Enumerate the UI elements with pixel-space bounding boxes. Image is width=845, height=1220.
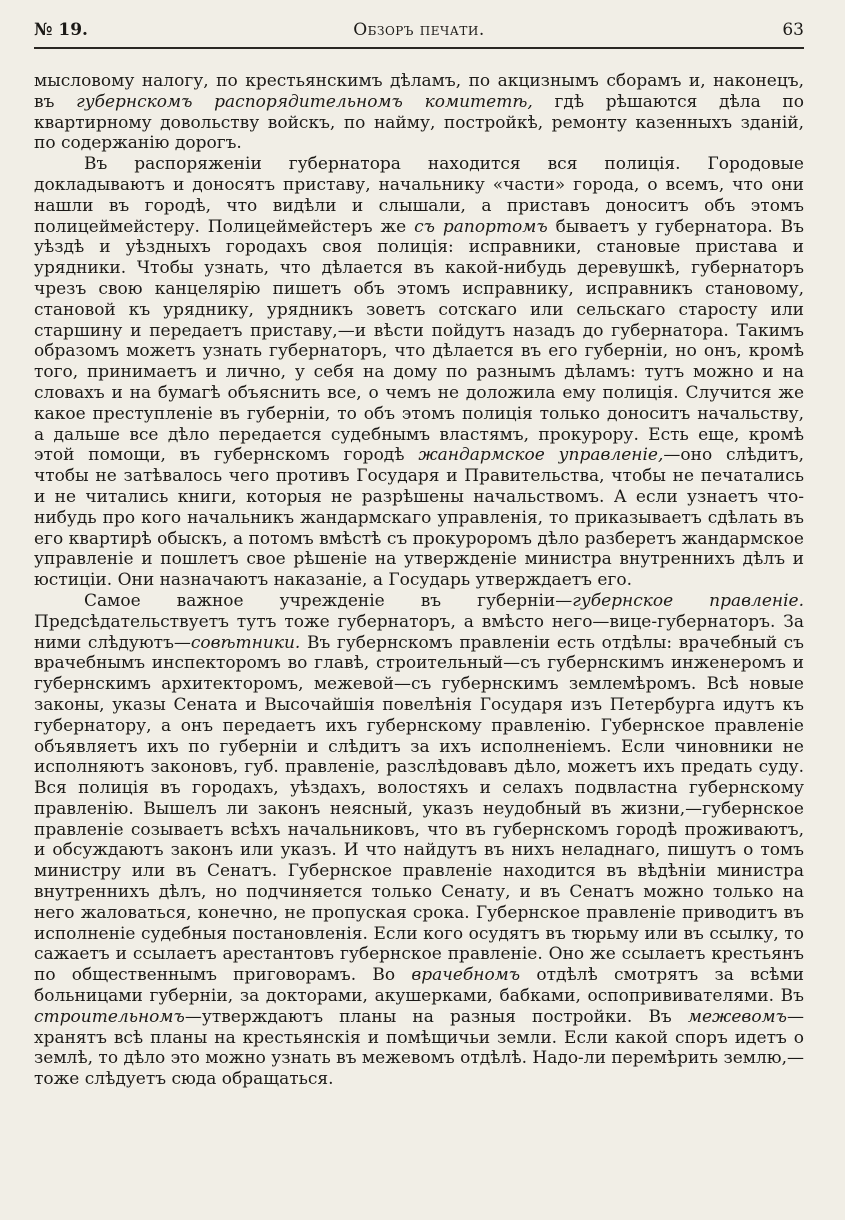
issue-number: № 19. [34,20,88,40]
emphasis-text: губернское правленіе. [572,590,804,611]
text-run: —хранятъ всѣ планы на крестьянскія и помѣщичьи земли. Если какой споръ идетъ о землѣ, то дѣло это можно узнать въ межевомъ отдѣлѣ. Надо-ли перемѣрить землю,—тоже слѣдуетъ сюда обращаться. [34,1006,804,1090]
emphasis-text: жандармское управленіе, [418,445,664,466]
text-run: бываетъ у губернатора. Въ уѣздѣ и уѣздныхъ городахъ своя полиція: исправники, становые пристава и урядники. Чтобы узнать, что дѣлается въ какой-нибудь деревушкѣ, губернаторъ чрезъ свою канцелярію пишетъ объ этомъ исправнику, исправникъ становому, становой къ уряднику, урядникъ зоветъ сотскаго или сельскаго старосту или старшину и передаетъ приставу,—и вѣсти пойдутъ назадъ до губернатора. Такимъ образомъ можетъ узнать губернаторъ, что дѣлается въ его губерніи, но онъ, кромѣ того, принимаетъ и лично, у себя на дому по разнымъ дѣламъ: тутъ можно и на словахъ и на бумагѣ объяснить все, о чемъ не доложила ему полиція. Случится же какое преступленіе въ губерніи, то объ этомъ полиція только доноситъ начальству, а дальше все дѣло передается судебнымъ властямъ, прокурору. Есть еще, кромѣ этой помощи, въ губернскомъ городѣ [34,216,804,466]
emphasis-text: съ рапортомъ [414,216,548,237]
running-title: Обзоръ печати. [353,20,485,40]
text-run: гдѣ рѣшаются дѣла по квартирному довольству войскъ, по найму, постройкѣ, ремонту казенныхъ зданій, по содержанію дорогъ. [34,91,804,154]
emphasis-text: губернскомъ распорядительномъ комитетѣ, [76,91,533,112]
body-text [34,71,804,1090]
text-run: —оно слѣдитъ, чтобы не затѣвалось чего противъ Государя и Правительства, чтобы не печатались и не читались книги, которыя не разрѣшены начальствомъ. А если узнаетъ что-нибудь про кого начальникъ жандармскаго управленія, то приказываетъ сдѣлать въ его квартирѣ обыскъ, а потомъ вмѣстѣ съ прокуроромъ дѣло разберетъ жандармское управленіе и пошлетъ свое рѣшеніе на утвержденіе министра внутреннихъ дѣлъ и юстиціи. Они назначаютъ наказаніе, а Государь утверждаетъ его. [34,445,805,591]
emphasis-text: врачебномъ [411,965,521,986]
text-run: отдѣлѣ смотрятъ за всѣми больницами губерніи, за докторами, акушерками, бабками, оспопрививателями. Въ [34,965,805,1007]
paragraph-1 [34,71,804,154]
running-header [34,20,804,46]
text-run: —утверждаютъ планы на разныя постройки. Въ [184,1006,688,1027]
header-rule [34,47,804,49]
emphasis-text: межевомъ [687,1006,787,1027]
text-run: мысловому налогу, по крестьянскимъ дѣламъ, по акцизнымъ сборамъ и, наконецъ, въ [34,71,804,112]
emphasis-text: строительномъ [34,1006,185,1027]
emphasis-text: совѣтники. [190,632,301,653]
page-number: 63 [782,20,804,40]
text-run: Въ губернскомъ правленіи есть отдѣлы: врачебный съ врачебнымъ инспекторомъ во главѣ, строительный—съ губернскимъ инженеромъ и губернскимъ архитекторомъ, межевой—съ губернскимъ землемѣромъ. Всѣ новые законы, указы Сената и Высочайшія повелѣнія Государя изъ Петербурга идутъ къ губернатору, а онъ передаетъ ихъ губернскому правленію. Губернское правленіе объявляетъ ихъ по губерніи и слѣдитъ за ихъ исполненіемъ. Если чиновники не исполняютъ законовъ, губ. правленіе, разслѣдовавъ дѣло, можетъ ихъ предать суду. Вся полиція въ городахъ, уѣздахъ, волостяхъ и селахъ подвластна губернскому правленію. Вышелъ ли законъ неясный, указъ неудобный въ жизни,—губернское правленіе созываетъ всѣхъ начальниковъ, что въ губернскомъ городѣ проживаютъ, и обсуждаютъ законъ или указъ. И что найдутъ въ нихъ неладнаго, пишутъ о томъ министру или въ Сенатъ. Губернское правленіе находится въ вѣдѣніи министра внутреннихъ дѣлъ, но подчиняется только Сенату, и въ Сенатъ можно только на него жаловаться, конечно, не пропуская срока. Губернское правленіе приводитъ въ исполненіе судебныя постановленія. Если кого осудятъ въ тюрьму или въ ссылку, то сажаетъ и ссылаетъ арестантовъ губернское правленіе. Оно же ссылаетъ крестьянъ по общественнымъ приговорамъ. Во [34,632,804,986]
text-run: Предсѣдательствуетъ тутъ тоже губернаторъ, а вмѣсто него—вице-губернаторъ. За ними слѣдуютъ— [34,611,804,653]
text-run: Самое важное учрежденіе въ губерніи— [84,590,573,611]
paragraph-3 [34,591,804,1090]
text-run: Въ распоряженіи губернатора находится вся полиція. Городовые докладываютъ и доносятъ приставу, начальнику «части» города, о всемъ, что они нашли въ городѣ, что видѣли и слышали, а приставъ доноситъ объ этомъ полицеймейстеру. Полицеймейстеръ же [34,154,804,237]
paragraph-2 [34,154,804,591]
